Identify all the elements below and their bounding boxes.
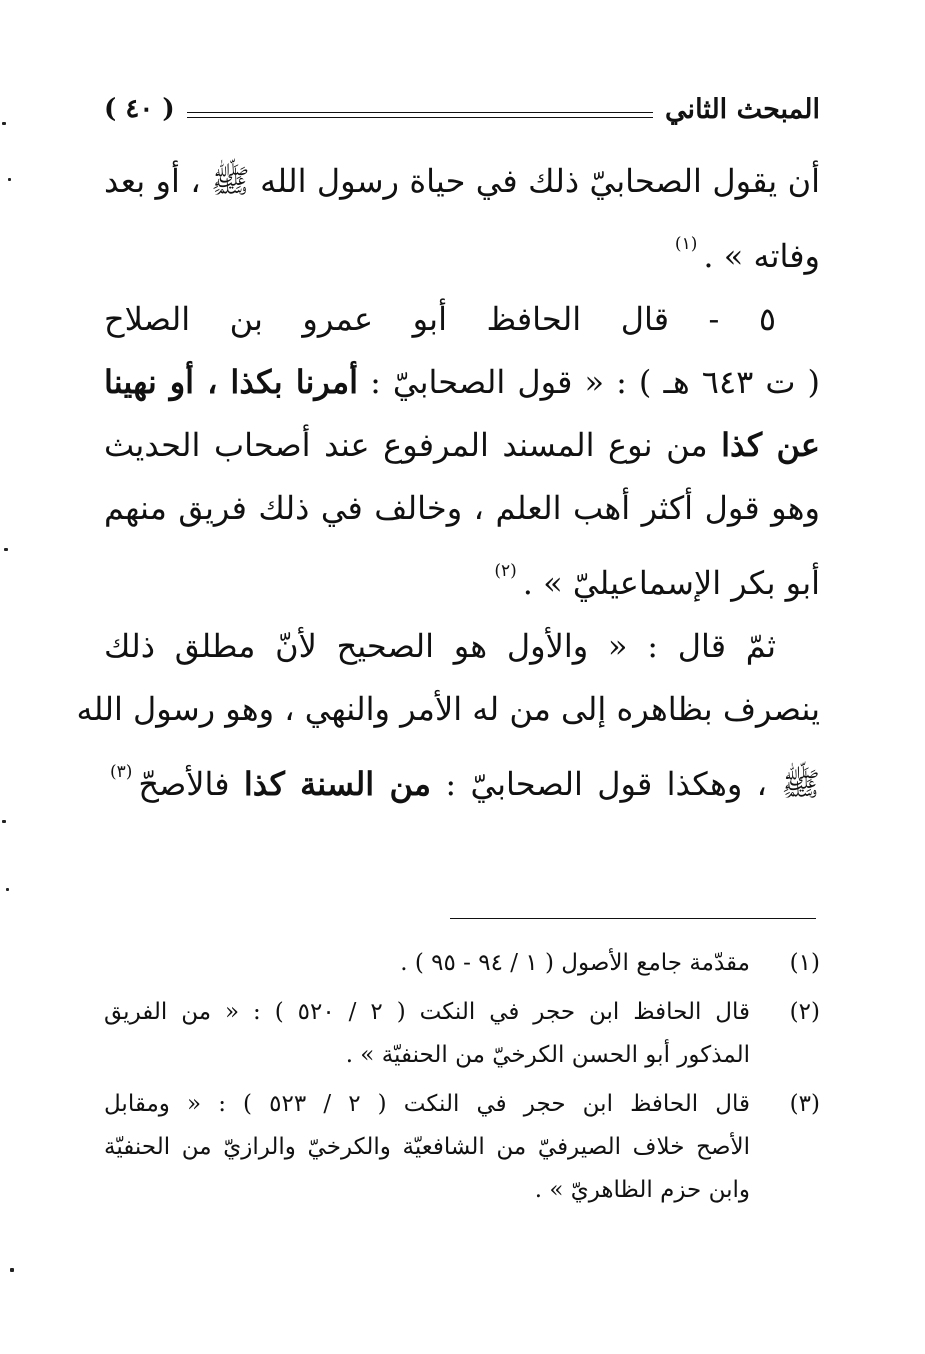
bold-phrase: من السنة كذا [243, 765, 431, 803]
footnote-1 [104, 942, 820, 985]
paragraph-1 [104, 150, 820, 288]
scan-speck [8, 178, 11, 181]
paragraph-2 [104, 288, 820, 615]
running-header [104, 84, 820, 134]
footnote-marker-1[interactable]: (١) [674, 234, 698, 254]
page-number: ( ٤٠ ) [104, 94, 175, 124]
footnotes [104, 942, 820, 1218]
footnote-number: (١) [789, 950, 820, 976]
main-text [76, 150, 821, 816]
text-line: أبو بكر الإسماعيليّ » .$^{(٢)}$ [104, 540, 820, 615]
scan-speck [6, 888, 9, 891]
footnote-separator [450, 918, 816, 919]
section-title: المبحث الثاني [665, 93, 820, 125]
scan-speck [2, 122, 6, 125]
bold-phrase: عن كذا [721, 426, 821, 464]
scan-speck [10, 1268, 14, 1272]
paragraph-3 [76, 615, 821, 816]
footnote-number: (٣) [789, 1091, 820, 1117]
scan-speck [2, 820, 6, 823]
text-line: ثمّ قال : « والأول هو الصحيح لأنّ مطلق ذلك [104, 627, 776, 665]
footnote-3 [104, 1083, 820, 1212]
footnote-marker-3[interactable]: (٣) [110, 762, 133, 782]
text-line: ٥ - قال الحافظ أبو عمرو بن الصلاح [104, 300, 776, 338]
header-rule [187, 112, 653, 118]
footnote-marker-2[interactable]: (٢) [494, 561, 517, 581]
bold-phrase: أمرنا بكذا ، أو نهينا [104, 363, 359, 401]
text-line: وهو قول أكثر أهب العلم ، وخالف في ذلك فريق منهم [104, 489, 820, 527]
text-line: ﷺ ، وهكذا قول الصحابيّ : من السنة كذا فالأصحّ$^{(٣)}$ [104, 741, 820, 816]
text-line: عن كذا من نوع المسند المرفوع عند أصحاب الحديث [104, 426, 821, 464]
text-line: ( ت ٦٤٣ هـ ) : « قول الصحابيّ : أمرنا بكذا ، أو نهينا [104, 363, 821, 401]
text-line: أن يقول الصحابيّ ذلك في حياة رسول الله ﷺ ، أو بعد [104, 162, 821, 200]
footnote-2 [104, 991, 820, 1077]
footnote-text: قال الحافظ ابن حجر في النكت ( ٢ / ٥٢٠ ) : « من الفريق المذكور أبو الحسن الكرخيّ من الحنفيّة » . [104, 999, 750, 1068]
footnote-number: (٢) [789, 999, 820, 1025]
text-line: وفاته » .$^{(١)}$ [104, 213, 820, 288]
scan-speck [4, 548, 8, 551]
text-line: ينصرف بظاهره إلى من له الأمر والنهي ، وهو رسول الله [76, 690, 820, 728]
footnote-text: مقدّمة جامع الأصول ( ١ / ٩٤ - ٩٥ ) . [400, 950, 750, 976]
footnote-text: قال الحافظ ابن حجر في النكت ( ٢ / ٥٢٣ ) : « ومقابل الأصح خلاف الصيرفيّ من الشافعيّة والكرخيّ والرازيّ من الحنفيّة وابن حزم الظاهريّ » . [104, 1091, 750, 1203]
